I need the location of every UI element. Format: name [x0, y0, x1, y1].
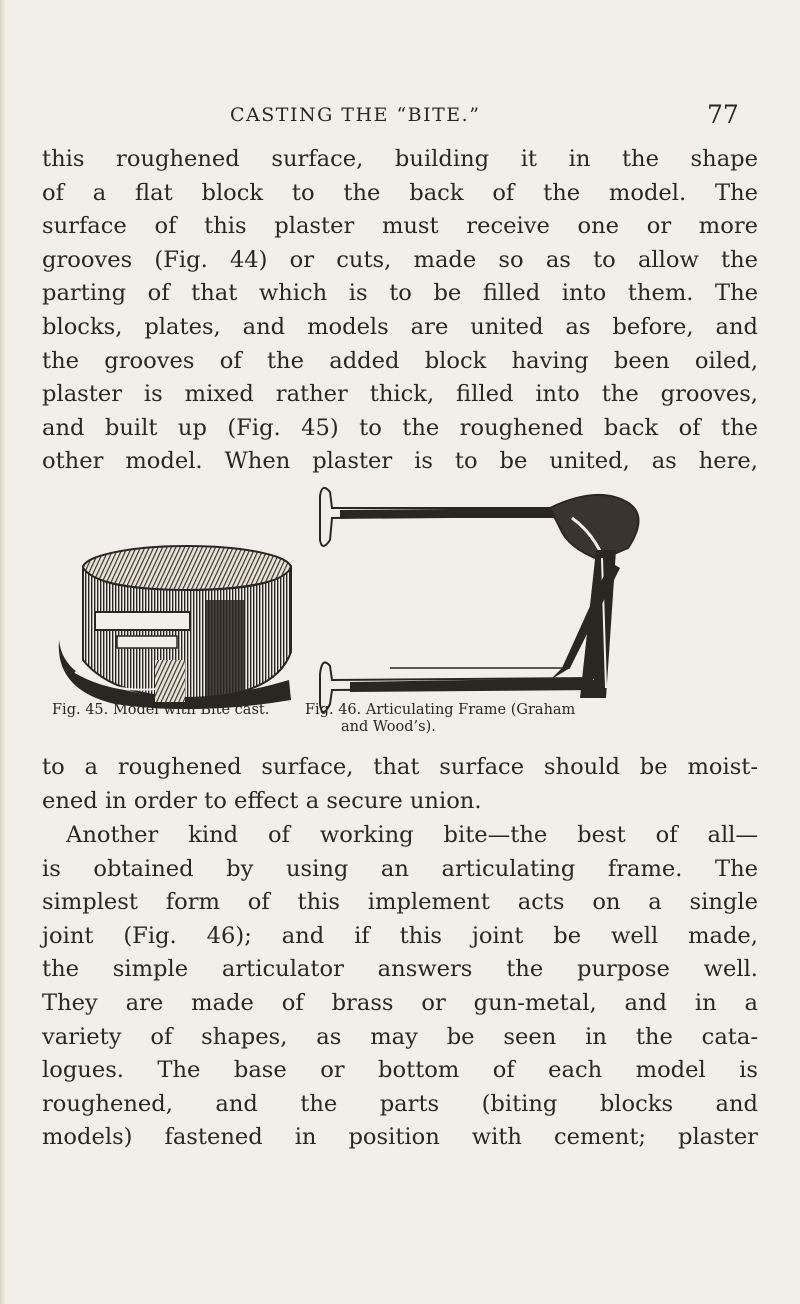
- text-line: plaster is mixed rather thick, filled into the grooves,: [42, 381, 758, 408]
- page-number: 77: [707, 100, 739, 129]
- text-line: to a roughened surface, that surface should be moist-: [42, 754, 758, 780]
- figure-46-articulator-illustration: [310, 478, 650, 718]
- text-line: Another kind of working bite—the best of all—: [66, 822, 758, 848]
- text-line: roughened, and the parts (biting blocks and: [42, 1090, 758, 1117]
- text-line: and built up (Fig. 45) to the roughened back of the: [42, 414, 758, 441]
- text-line: They are made of brass or gun-metal, and in a: [42, 989, 758, 1016]
- text-line: parting of that which is to be filled into them. The: [42, 280, 758, 307]
- paragraph-1: [42, 143, 758, 479]
- text-line: logues. The base or bottom of each model is: [42, 1057, 758, 1084]
- figure-45-model-illustration: [55, 540, 295, 712]
- text-line: joint (Fig. 46); and if this joint be well made,: [42, 922, 758, 949]
- page-edge: [0, 0, 6, 1304]
- text-line: grooves (Fig. 44) or cuts, made so as to allow the: [42, 246, 758, 273]
- text-line: this roughened surface, building it in the shape: [42, 146, 758, 172]
- figure-46-caption-line-1: Fig. 46. Articulating Frame (Graham: [305, 702, 576, 718]
- text-line: ened in order to effect a secure union.: [42, 787, 482, 814]
- paragraph-3: [42, 819, 758, 1155]
- text-line: the simple articulator answers the purpose well.: [42, 956, 758, 983]
- figure-45-caption: Fig. 45. Model with Bite cast.: [52, 702, 270, 718]
- text-line: simplest form of this implement acts on a single: [42, 889, 758, 916]
- running-title: CASTING THE “BITE.”: [230, 104, 481, 126]
- text-line: the grooves of the added block having been oiled,: [42, 347, 758, 374]
- text-line: surface of this plaster must receive one or more: [42, 213, 758, 240]
- text-line: blocks, plates, and models are united as before, and: [42, 313, 758, 340]
- text-line: other model. When plaster is to be united, as here,: [42, 448, 758, 475]
- text-line: variety of shapes, as may be seen in the cata-: [42, 1023, 758, 1050]
- text-line: is obtained by using an articulating frame. The: [42, 855, 758, 882]
- running-head: [0, 100, 800, 140]
- paragraph-2: [42, 751, 758, 818]
- figure-46-caption-line-2: and Wood’s).: [341, 719, 436, 735]
- text-line: models) fastened in position with cement; plaster: [42, 1124, 758, 1151]
- text-line: of a flat block to the back of the model. The: [42, 179, 758, 206]
